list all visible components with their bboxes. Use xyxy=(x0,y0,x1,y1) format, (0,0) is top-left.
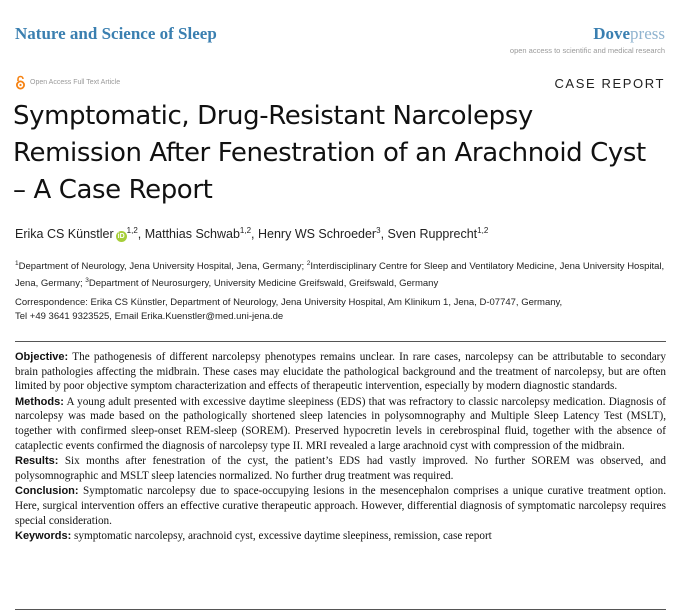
abstract-text: Symptomatic narcolepsy due to space-occupying lesions in the mesencephalon comprises a unique curative treatment option. Here, surgical intervention offers an effective curative therapeutic approach. However, differential diagnosis of symptomatic narcolepsy requires special consideration. xyxy=(15,485,666,527)
open-access-text: Open Access Full Text Article xyxy=(30,79,121,86)
affiliation-number: 1 xyxy=(15,260,19,267)
journal-name[interactable]: Nature and Science of Sleep xyxy=(15,24,217,43)
abstract-text: The pathogenesis of different narcolepsy phenotypes remains unclear. In rare cases, narcolepsy can be attributable to secondary brain pathologies affecting the midbrain. These cases may elucidate the pathological background and the treatment of narcolepsy, but are often limited by poor objective symptom characterization and effects of therapeutic intervention, especially by modern diagnostic standards. xyxy=(15,351,666,393)
abstract-objective xyxy=(15,350,666,394)
publisher-logo[interactable] xyxy=(510,24,665,55)
article-title: Symptomatic, Drug-Resistant Narcolepsy Remission After Fenestration of an Arachnoid Cyst – A Case Report xyxy=(13,101,646,205)
keywords-text: symptomatic narcolepsy, arachnoid cyst, excessive daytime sleepiness, remission, case report xyxy=(74,530,492,543)
correspondence xyxy=(15,296,670,324)
author-affiliation-sup: 1,2 xyxy=(239,226,252,235)
abstract-text: Six months after fenestration of the cyst, the patient’s EDS had vastly improved. No further SOREM was observed, and polysomnographic and MSLT sleep latencies normalized. No further drug treatment was required. xyxy=(15,455,666,482)
abstract-methods xyxy=(15,395,666,453)
author-affiliation-sup: 1,2 xyxy=(477,226,489,235)
orcid-icon[interactable]: iD xyxy=(117,233,125,241)
correspondence-line: Correspondence: Erika CS Künstler, Department of Neurology, Jena University Hospital, Am Klinikum 1, Jena, D-07747, Germany, xyxy=(15,297,563,308)
abstract-label: Objective: xyxy=(15,351,69,363)
abstract-text: A young adult presented with excessive daytime sleepiness (EDS) that was refractory to classic narcolepsy medication. Diagnosis of narcolepsy was made based on the pathologically shortened sleep latencies in polysomnography and Multiple Sleep Latency Test (MSLT), together with confirmed sleep-onset REM-sleep (SOREM). Preserved hypocretin levels in cerebrospinal fluid, together with the absence of cataplectic events confirmed the diagnosis of narcolepsy type II. MRI revealed a large arachnoid cyst with compression of the midbrain. xyxy=(15,395,666,452)
abstract-label: Results: xyxy=(15,455,59,468)
affiliation-number: 3 xyxy=(85,277,89,285)
publisher-tagline: open access to scientific and medical research xyxy=(509,46,665,55)
abstract-results xyxy=(15,454,666,483)
publisher-name-bold: Dove xyxy=(593,24,631,43)
author-name[interactable]: Sven Rupprecht xyxy=(387,227,478,242)
abstract-conclusion xyxy=(15,484,666,528)
affiliation-text: Department of Neurology, Jena University Hospital, Jena, Germany; xyxy=(18,261,307,273)
divider-top xyxy=(15,341,666,342)
author-name[interactable]: Erika CS Künstler xyxy=(15,227,114,242)
author-affiliation-sup: 1,2 xyxy=(126,226,138,235)
abstract-label: Conclusion: xyxy=(15,485,79,498)
open-access-icon xyxy=(15,75,26,90)
author-affiliation-sup: 3 xyxy=(376,226,381,235)
correspondence-contact[interactable]: Tel +49 3641 9323525, Email Erika.Kuenstler@med.uni-jena.de xyxy=(15,311,284,322)
open-access-label xyxy=(15,75,120,90)
affiliation-text: Interdisciplinary Centre for Sleep and Ventilatory Medicine, Jena University Hospital, Jena, Germany; xyxy=(15,261,665,290)
affiliation-number: 2 xyxy=(306,260,311,267)
publisher-name-light: press xyxy=(630,24,665,43)
affiliations xyxy=(15,257,670,291)
abstract-keywords xyxy=(15,529,666,544)
abstract-label: Keywords: xyxy=(15,530,72,543)
affiliation-text: Department of Neurosurgery, University Medicine Greifswald, Greifswald, Germany xyxy=(88,278,439,290)
article-type: CASE REPORT xyxy=(554,76,665,91)
author-list: Erika CS Künstler iD$^{1,2}$, Matthias Schwab$^{1,2}$, Henry WS Schroeder$^3$, Sven Rupprecht$^{1,2}$ xyxy=(15,226,489,242)
abstract xyxy=(15,350,666,545)
author-name[interactable]: Matthias Schwab xyxy=(144,227,240,242)
author-name[interactable]: Henry WS Schroeder xyxy=(258,227,377,242)
divider-bottom xyxy=(15,609,666,610)
abstract-label: Methods: xyxy=(15,395,64,408)
